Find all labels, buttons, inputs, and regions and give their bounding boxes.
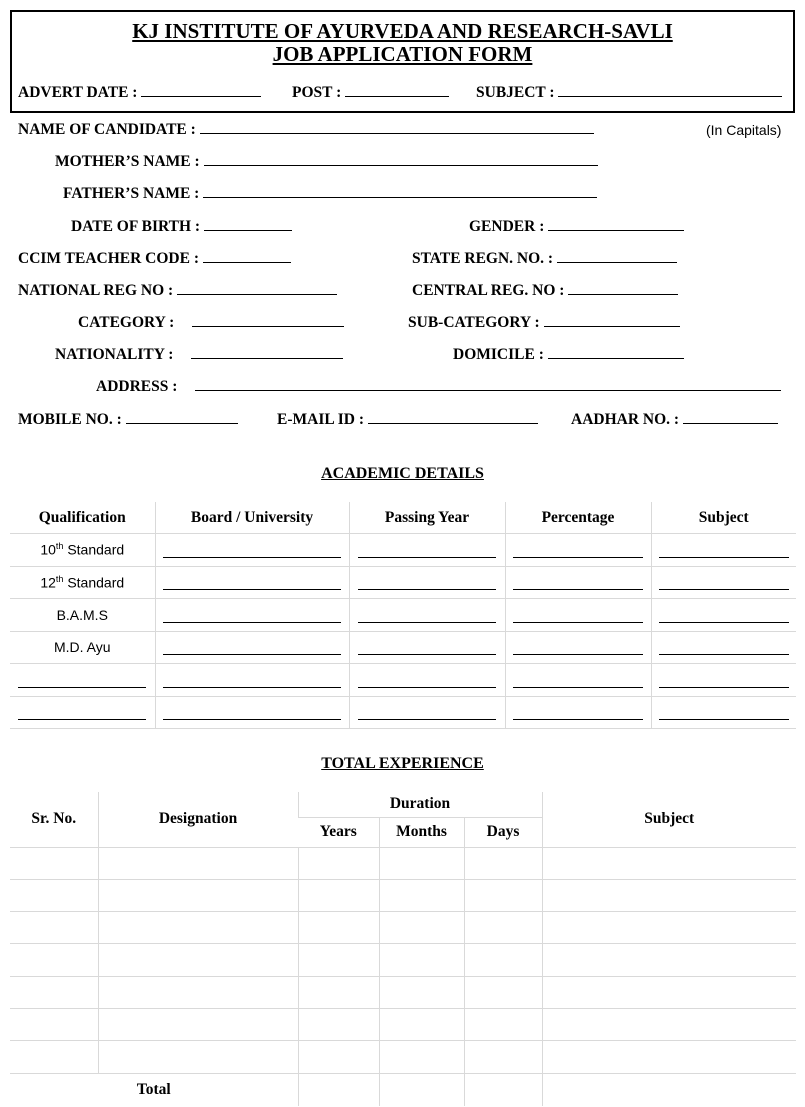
passing-year-line[interactable] bbox=[358, 707, 496, 720]
years-cell[interactable] bbox=[298, 976, 379, 1008]
board-line[interactable] bbox=[163, 545, 341, 558]
board-line[interactable] bbox=[163, 577, 341, 590]
father-name-line[interactable] bbox=[203, 185, 597, 198]
qualification-cell bbox=[10, 534, 155, 567]
subject-line[interactable] bbox=[558, 84, 782, 97]
percentage-line[interactable] bbox=[513, 545, 643, 558]
designation-cell[interactable] bbox=[98, 879, 298, 911]
days-cell[interactable] bbox=[464, 879, 542, 911]
candidate-name-label: NAME OF CANDIDATE : bbox=[18, 121, 196, 138]
gender-line[interactable] bbox=[548, 218, 684, 231]
subject-line[interactable] bbox=[659, 642, 789, 655]
days-cell[interactable] bbox=[464, 847, 542, 879]
nationality-line[interactable] bbox=[191, 346, 343, 359]
qualification-suffix: Standard bbox=[63, 574, 125, 591]
dob-line[interactable] bbox=[204, 218, 292, 231]
col-sr-no: Sr. No. bbox=[10, 792, 98, 847]
mother-name-label: MOTHER’S NAME : bbox=[55, 153, 200, 170]
subject-line[interactable] bbox=[659, 545, 789, 558]
col-designation: Designation bbox=[98, 792, 298, 847]
total-years-cell[interactable] bbox=[298, 1073, 379, 1106]
category-field bbox=[78, 314, 344, 332]
years-cell[interactable] bbox=[298, 1008, 379, 1040]
designation-cell[interactable] bbox=[98, 912, 298, 944]
sr-no-cell[interactable] bbox=[10, 1008, 98, 1040]
percentage-line[interactable] bbox=[513, 610, 643, 623]
academic-cell bbox=[651, 534, 796, 567]
subcategory-label: SUB-CATEGORY : bbox=[408, 314, 540, 331]
address-label: ADDRESS : bbox=[96, 378, 178, 395]
passing-year-line[interactable] bbox=[358, 642, 496, 655]
academic-row bbox=[10, 631, 796, 664]
passing-year-line[interactable] bbox=[358, 545, 496, 558]
post-line[interactable] bbox=[345, 84, 449, 97]
advert-date-field bbox=[18, 84, 261, 102]
national-reg-line[interactable] bbox=[177, 282, 337, 295]
passing-year-line[interactable] bbox=[358, 577, 496, 590]
board-line[interactable] bbox=[163, 642, 341, 655]
academic-cell bbox=[349, 566, 505, 599]
sr-no-cell[interactable] bbox=[10, 847, 98, 879]
qualification-name: M.D. Ayu bbox=[53, 639, 111, 656]
sr-no-cell[interactable] bbox=[10, 912, 98, 944]
email-field bbox=[277, 411, 538, 429]
academic-cell bbox=[349, 664, 505, 697]
gender-label: GENDER : bbox=[469, 218, 545, 235]
qualification-cell bbox=[10, 631, 155, 664]
state-regn-line[interactable] bbox=[557, 250, 677, 263]
domicile-field bbox=[453, 346, 684, 364]
form-title: JOB APPLICATION FORM bbox=[272, 42, 533, 66]
nationality-label: NATIONALITY : bbox=[55, 346, 174, 363]
days-cell[interactable] bbox=[464, 1041, 542, 1073]
email-line[interactable] bbox=[368, 411, 538, 424]
state-regn-field bbox=[412, 250, 677, 268]
qualification-suffix: Standard bbox=[63, 542, 125, 559]
gender-field bbox=[469, 218, 684, 236]
months-cell[interactable] bbox=[379, 1041, 464, 1073]
category-label: CATEGORY : bbox=[78, 314, 175, 331]
dob-field bbox=[71, 218, 292, 236]
months-cell[interactable] bbox=[379, 1008, 464, 1040]
col-exp-subject: Subject bbox=[542, 792, 796, 847]
qualification-sup: th bbox=[55, 541, 64, 552]
academic-cell bbox=[349, 631, 505, 664]
email-label: E-MAIL ID : bbox=[277, 411, 364, 428]
experience-title: TOTAL EXPERIENCE bbox=[321, 755, 484, 772]
academic-title: ACADEMIC DETAILS bbox=[321, 465, 484, 482]
exp-subject-cell[interactable] bbox=[542, 879, 796, 911]
col-duration: Duration bbox=[298, 792, 542, 817]
ccim-line[interactable] bbox=[203, 250, 291, 263]
experience-row bbox=[10, 1041, 796, 1073]
academic-cell bbox=[651, 566, 796, 599]
exp-subject-cell[interactable] bbox=[542, 1008, 796, 1040]
experience-row bbox=[10, 879, 796, 911]
subject-line[interactable] bbox=[659, 610, 789, 623]
percentage-line[interactable] bbox=[513, 577, 643, 590]
mobile-label: MOBILE NO. : bbox=[18, 411, 122, 428]
months-cell[interactable] bbox=[379, 944, 464, 976]
academic-cell bbox=[505, 631, 651, 664]
qualification-sup: th bbox=[55, 573, 64, 584]
academic-cell bbox=[155, 599, 349, 632]
experience-row bbox=[10, 976, 796, 1008]
academic-row bbox=[10, 696, 796, 729]
months-cell[interactable] bbox=[379, 847, 464, 879]
days-cell[interactable] bbox=[464, 944, 542, 976]
subcategory-line[interactable] bbox=[544, 314, 680, 327]
sr-no-cell[interactable] bbox=[10, 976, 98, 1008]
father-name-label: FATHER’S NAME : bbox=[63, 185, 200, 202]
mobile-line[interactable] bbox=[126, 411, 238, 424]
candidate-name-line[interactable] bbox=[200, 121, 594, 134]
months-cell[interactable] bbox=[379, 879, 464, 911]
experience-total-row bbox=[10, 1073, 796, 1106]
academic-header-row bbox=[10, 502, 796, 534]
aadhar-field bbox=[571, 411, 778, 429]
passing-year-line[interactable] bbox=[358, 610, 496, 623]
col-passing-year: Passing Year bbox=[349, 502, 505, 534]
domicile-line[interactable] bbox=[548, 346, 684, 359]
aadhar-line[interactable] bbox=[683, 411, 778, 424]
academic-cell bbox=[505, 664, 651, 697]
academic-cell bbox=[651, 599, 796, 632]
central-reg-label: CENTRAL REG. NO : bbox=[412, 282, 565, 299]
qualification-cell bbox=[10, 566, 155, 599]
col-percentage: Percentage bbox=[505, 502, 651, 534]
academic-cell bbox=[155, 631, 349, 664]
col-board: Board / University bbox=[155, 502, 349, 534]
qualification-line[interactable] bbox=[18, 707, 146, 720]
state-regn-label: STATE REGN. NO. : bbox=[412, 250, 554, 267]
subject-line[interactable] bbox=[659, 577, 789, 590]
academic-cell bbox=[155, 534, 349, 567]
central-reg-field bbox=[412, 282, 678, 300]
dob-label: DATE OF BIRTH : bbox=[71, 218, 201, 235]
experience-table bbox=[10, 792, 796, 1106]
years-cell[interactable] bbox=[298, 1041, 379, 1073]
academic-cell bbox=[349, 696, 505, 729]
academic-cell bbox=[349, 599, 505, 632]
address-field bbox=[96, 378, 781, 396]
academic-table bbox=[10, 502, 796, 729]
percentage-line[interactable] bbox=[513, 675, 643, 688]
total-label: Total bbox=[136, 1080, 171, 1098]
designation-cell[interactable] bbox=[98, 976, 298, 1008]
years-cell[interactable] bbox=[298, 847, 379, 879]
exp-subject-cell[interactable] bbox=[542, 847, 796, 879]
qualification-name: 10 bbox=[40, 542, 56, 559]
months-cell[interactable] bbox=[379, 912, 464, 944]
passing-year-line[interactable] bbox=[358, 675, 496, 688]
central-reg-line[interactable] bbox=[568, 282, 678, 295]
advert-date-label: ADVERT DATE : bbox=[18, 84, 138, 101]
national-reg-label: NATIONAL REG NO : bbox=[18, 282, 174, 299]
exp-subject-cell[interactable] bbox=[542, 912, 796, 944]
col-qualification: Qualification bbox=[10, 502, 155, 534]
total-months-cell[interactable] bbox=[379, 1073, 464, 1106]
sr-no-cell[interactable] bbox=[10, 944, 98, 976]
col-years: Years bbox=[298, 817, 379, 847]
days-cell[interactable] bbox=[464, 1008, 542, 1040]
years-cell[interactable] bbox=[298, 944, 379, 976]
total-subject-cell[interactable] bbox=[542, 1073, 796, 1106]
qualification-line[interactable] bbox=[18, 675, 146, 688]
designation-cell[interactable] bbox=[98, 1041, 298, 1073]
mother-name-line[interactable] bbox=[204, 153, 598, 166]
academic-row bbox=[10, 664, 796, 697]
subject-line[interactable] bbox=[659, 675, 789, 688]
col-months: Months bbox=[379, 817, 464, 847]
experience-header-row bbox=[10, 792, 796, 817]
qualification-name: 12 bbox=[40, 574, 56, 591]
subject-line[interactable] bbox=[659, 707, 789, 720]
address-line[interactable] bbox=[195, 378, 781, 391]
exp-subject-cell[interactable] bbox=[542, 1041, 796, 1073]
subject-label: SUBJECT : bbox=[476, 84, 555, 101]
designation-cell[interactable] bbox=[98, 944, 298, 976]
academic-cell bbox=[505, 566, 651, 599]
academic-cell bbox=[505, 599, 651, 632]
sr-no-cell[interactable] bbox=[10, 879, 98, 911]
academic-cell bbox=[651, 631, 796, 664]
mobile-field bbox=[18, 411, 238, 429]
academic-row bbox=[10, 566, 796, 599]
domicile-label: DOMICILE : bbox=[453, 346, 544, 363]
board-line[interactable] bbox=[163, 707, 341, 720]
father-name-field bbox=[63, 185, 597, 203]
designation-cell[interactable] bbox=[98, 1008, 298, 1040]
days-cell[interactable] bbox=[464, 976, 542, 1008]
academic-row bbox=[10, 599, 796, 632]
years-cell[interactable] bbox=[298, 879, 379, 911]
qualification-name: B.A.M.S bbox=[56, 606, 108, 623]
academic-cell bbox=[651, 664, 796, 697]
academic-row bbox=[10, 534, 796, 567]
exp-subject-cell[interactable] bbox=[542, 944, 796, 976]
subject-field bbox=[476, 84, 782, 102]
category-line[interactable] bbox=[192, 314, 344, 327]
total-days-cell[interactable] bbox=[464, 1073, 542, 1106]
national-reg-field bbox=[18, 282, 337, 300]
designation-cell[interactable] bbox=[98, 847, 298, 879]
post-field bbox=[292, 84, 449, 102]
qualification-cell bbox=[10, 599, 155, 632]
candidate-name-field bbox=[18, 121, 594, 139]
academic-cell bbox=[505, 696, 651, 729]
academic-cell bbox=[155, 566, 349, 599]
academic-cell bbox=[155, 696, 349, 729]
academic-cell bbox=[651, 696, 796, 729]
percentage-line[interactable] bbox=[513, 707, 643, 720]
board-line[interactable] bbox=[163, 610, 341, 623]
mother-name-field bbox=[55, 153, 598, 171]
experience-row bbox=[10, 944, 796, 976]
experience-row bbox=[10, 847, 796, 879]
ccim-field bbox=[18, 250, 291, 268]
academic-cell bbox=[155, 664, 349, 697]
days-cell[interactable] bbox=[464, 912, 542, 944]
col-days: Days bbox=[464, 817, 542, 847]
qualification-cell bbox=[10, 664, 155, 697]
col-subject: Subject bbox=[651, 502, 796, 534]
years-cell[interactable] bbox=[298, 912, 379, 944]
sr-no-cell[interactable] bbox=[10, 1041, 98, 1073]
post-label: POST : bbox=[292, 84, 342, 101]
nationality-field bbox=[55, 346, 343, 364]
aadhar-label: AADHAR NO. : bbox=[571, 411, 680, 428]
academic-cell bbox=[505, 534, 651, 567]
institute-title: KJ INSTITUTE OF AYURVEDA AND RESEARCH-SAVLI bbox=[132, 19, 673, 43]
experience-row bbox=[10, 1008, 796, 1040]
ccim-label: CCIM TEACHER CODE : bbox=[18, 250, 199, 267]
academic-cell bbox=[349, 534, 505, 567]
name-note: (In Capitals) bbox=[706, 122, 782, 138]
exp-subject-cell[interactable] bbox=[542, 976, 796, 1008]
percentage-line[interactable] bbox=[513, 642, 643, 655]
experience-row bbox=[10, 912, 796, 944]
board-line[interactable] bbox=[163, 675, 341, 688]
qualification-cell bbox=[10, 696, 155, 729]
subcategory-field bbox=[408, 314, 680, 332]
advert-date-line[interactable] bbox=[141, 84, 261, 97]
months-cell[interactable] bbox=[379, 976, 464, 1008]
